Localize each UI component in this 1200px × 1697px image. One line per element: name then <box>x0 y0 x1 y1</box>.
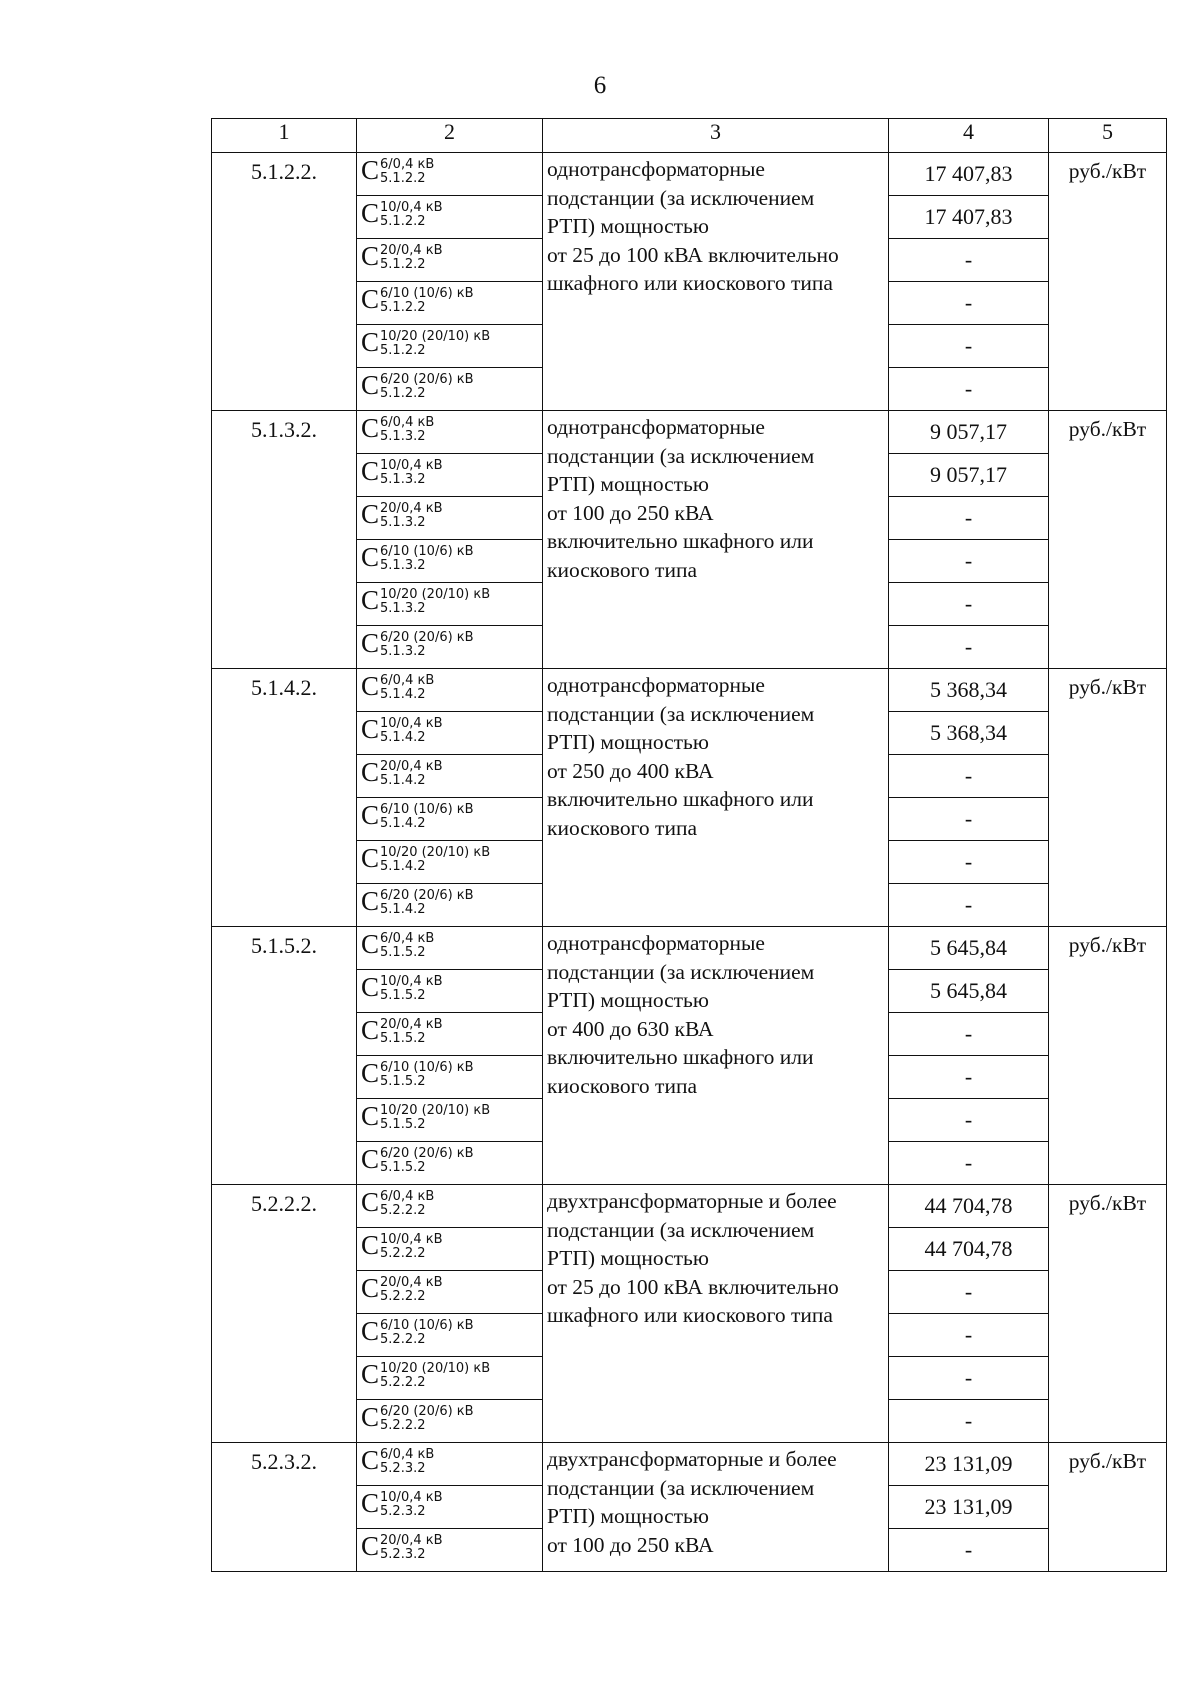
rate-symbol-indices <box>380 1361 490 1390</box>
rate-symbol-cell <box>357 626 543 669</box>
rate-symbol-letter: C <box>361 1015 380 1045</box>
rate-symbol-indices <box>380 673 434 702</box>
rate-value: 5 645,84 <box>889 970 1049 1013</box>
rate-symbol-letter: C <box>361 370 380 400</box>
rate-symbol-letter: C <box>361 155 380 185</box>
description-line: однотрансформаторные <box>547 931 765 955</box>
rate-symbol-letter: C <box>361 1531 380 1561</box>
rate-symbol <box>361 1099 490 1132</box>
rate-symbol-cell <box>357 755 543 798</box>
rate-symbol-letter: C <box>361 628 380 658</box>
rate-symbol-cell <box>357 884 543 927</box>
rate-subscript: 5.1.2.2 <box>380 214 426 229</box>
rate-subscript: 5.1.5.2 <box>380 1117 426 1132</box>
rate-symbol-letter: C <box>361 1445 380 1475</box>
tariff-table <box>211 118 1167 1572</box>
rate-symbol-cell <box>357 927 543 970</box>
voltage-superscript: 20/0,4 кВ <box>380 501 443 516</box>
description-line: подстанции (за исключением <box>547 185 815 210</box>
rate-subscript: 5.2.2.2 <box>380 1375 426 1390</box>
rate-symbol-letter: C <box>361 456 380 486</box>
rate-value: - <box>889 282 1049 325</box>
rate-symbol-indices <box>380 587 490 616</box>
description-line: РТП) мощностью <box>547 730 709 754</box>
column-header: 1 <box>212 119 357 153</box>
rate-symbol-indices <box>380 974 443 1003</box>
column-header: 5 <box>1049 119 1167 153</box>
description-line: подстанции (за исключением <box>547 443 815 468</box>
rate-symbol-letter: C <box>361 1488 380 1518</box>
rate-symbol-cell <box>357 411 543 454</box>
rate-symbol-indices <box>380 157 434 186</box>
description-line: от 250 до 400 кВА <box>547 758 714 783</box>
item-description <box>543 153 889 411</box>
voltage-superscript: 6/0,4 кВ <box>380 157 435 172</box>
rate-symbol-indices <box>380 200 443 229</box>
rate-symbol <box>361 798 474 831</box>
rate-subscript: 5.1.2.2 <box>380 343 426 358</box>
rate-subscript: 5.1.5.2 <box>380 988 426 1003</box>
rate-subscript: 5.1.5.2 <box>380 1074 426 1089</box>
description-line: двухтрансформаторные и более <box>547 1447 837 1471</box>
item-description <box>543 927 889 1185</box>
rate-symbol-cell <box>357 1486 543 1529</box>
voltage-superscript: 6/10 (10/6) кВ <box>380 1060 474 1075</box>
description-line: подстанции (за исключением <box>547 701 815 726</box>
table-row <box>212 1185 1167 1228</box>
rate-value: 5 645,84 <box>889 927 1049 970</box>
rate-symbol-cell <box>357 1443 543 1486</box>
rate-symbol <box>361 1357 490 1390</box>
rate-symbol <box>361 1185 434 1218</box>
voltage-superscript: 10/0,4 кВ <box>380 458 443 473</box>
description-line: от 400 до 630 кВА <box>547 1016 714 1041</box>
item-code: 5.1.2.2. <box>212 153 357 411</box>
rate-symbol-cell <box>357 1185 543 1228</box>
rate-value: - <box>889 1142 1049 1185</box>
rate-symbol-indices <box>380 243 443 272</box>
voltage-superscript: 10/0,4 кВ <box>380 716 443 731</box>
rate-symbol <box>361 1013 443 1046</box>
item-code: 5.2.3.2. <box>212 1443 357 1572</box>
rate-symbol-cell <box>357 325 543 368</box>
rate-symbol-indices <box>380 1103 490 1132</box>
rate-symbol-letter: C <box>361 1230 380 1260</box>
rate-symbol <box>361 1271 443 1304</box>
rate-subscript: 5.1.2.2 <box>380 300 426 315</box>
rate-symbol <box>361 1314 474 1347</box>
voltage-superscript: 6/10 (10/6) кВ <box>380 1318 474 1333</box>
rate-symbol-letter: C <box>361 714 380 744</box>
rate-value: 17 407,83 <box>889 153 1049 196</box>
rate-symbol-letter: C <box>361 843 380 873</box>
rate-value: - <box>889 1400 1049 1443</box>
rate-value: - <box>889 1013 1049 1056</box>
rate-symbol-letter: C <box>361 1187 380 1217</box>
rate-subscript: 5.1.4.2 <box>380 773 426 788</box>
voltage-superscript: 10/20 (20/10) кВ <box>380 587 491 602</box>
rate-subscript: 5.1.4.2 <box>380 730 426 745</box>
voltage-superscript: 20/0,4 кВ <box>380 1017 443 1032</box>
rate-subscript: 5.1.3.2 <box>380 644 426 659</box>
rate-symbol <box>361 454 443 487</box>
rate-symbol <box>361 1228 443 1261</box>
voltage-superscript: 20/0,4 кВ <box>380 243 443 258</box>
rate-value: 44 704,78 <box>889 1228 1049 1271</box>
header-row <box>212 119 1167 153</box>
rate-unit: руб./кВт <box>1049 153 1167 411</box>
rate-symbol <box>361 1142 474 1175</box>
rate-symbol-letter: C <box>361 757 380 787</box>
rate-symbol-cell <box>357 1013 543 1056</box>
voltage-superscript: 10/20 (20/10) кВ <box>380 1361 491 1376</box>
rate-symbol-cell <box>357 454 543 497</box>
voltage-superscript: 6/0,4 кВ <box>380 1189 435 1204</box>
rate-symbol-letter: C <box>361 284 380 314</box>
rate-value: 9 057,17 <box>889 454 1049 497</box>
rate-symbol-indices <box>380 458 443 487</box>
description-line: РТП) мощностью <box>547 1246 709 1270</box>
description-line: от 25 до 100 кВА включительно <box>547 242 839 267</box>
rate-symbol-letter: C <box>361 1058 380 1088</box>
table-row <box>212 153 1167 196</box>
voltage-superscript: 6/20 (20/6) кВ <box>380 630 474 645</box>
rate-value: - <box>889 1271 1049 1314</box>
description-line: однотрансформаторные <box>547 673 765 697</box>
rate-symbol-letter: C <box>361 198 380 228</box>
description-line: включительно шкафного или <box>547 787 814 811</box>
rate-value: - <box>889 1056 1049 1099</box>
description-line: РТП) мощностью <box>547 472 709 496</box>
rate-value: - <box>889 626 1049 669</box>
rate-subscript: 5.2.2.2 <box>380 1203 426 1218</box>
voltage-superscript: 10/0,4 кВ <box>380 974 443 989</box>
voltage-superscript: 6/0,4 кВ <box>380 931 435 946</box>
rate-symbol-indices <box>380 1490 443 1519</box>
rate-symbol <box>361 325 490 358</box>
voltage-superscript: 10/20 (20/10) кВ <box>380 329 491 344</box>
rate-symbol-cell <box>357 497 543 540</box>
rate-value: - <box>889 368 1049 411</box>
rate-symbol-letter: C <box>361 1316 380 1346</box>
rate-symbol-cell <box>357 1271 543 1314</box>
rate-symbol-letter: C <box>361 1101 380 1131</box>
voltage-superscript: 6/10 (10/6) кВ <box>380 544 474 559</box>
voltage-superscript: 6/20 (20/6) кВ <box>380 1146 474 1161</box>
rate-symbol-cell <box>357 712 543 755</box>
rate-value: - <box>889 583 1049 626</box>
rate-value: - <box>889 1099 1049 1142</box>
rate-symbol <box>361 626 474 659</box>
rate-symbol <box>361 970 443 1003</box>
rate-symbol <box>361 497 443 530</box>
rate-symbol-indices <box>380 1189 434 1218</box>
rate-subscript: 5.1.5.2 <box>380 945 426 960</box>
rate-symbol-cell <box>357 1314 543 1357</box>
rate-symbol-indices <box>380 544 474 573</box>
rate-symbol-indices <box>380 1146 474 1175</box>
rate-unit: руб./кВт <box>1049 669 1167 927</box>
rate-unit: руб./кВт <box>1049 1185 1167 1443</box>
rate-subscript: 5.2.2.2 <box>380 1289 426 1304</box>
rate-symbol-letter: C <box>361 585 380 615</box>
rate-symbol <box>361 755 443 788</box>
rate-symbol-indices <box>380 1447 434 1476</box>
rate-value: - <box>889 325 1049 368</box>
rate-value: - <box>889 1357 1049 1400</box>
rate-symbol <box>361 1400 474 1433</box>
voltage-superscript: 20/0,4 кВ <box>380 1533 443 1548</box>
item-description <box>543 1185 889 1443</box>
description-line: включительно шкафного или <box>547 529 814 553</box>
rate-symbol <box>361 282 474 315</box>
rate-unit: руб./кВт <box>1049 927 1167 1185</box>
rate-subscript: 5.1.3.2 <box>380 429 426 444</box>
voltage-superscript: 6/10 (10/6) кВ <box>380 286 474 301</box>
rate-symbol-indices <box>380 1275 443 1304</box>
rate-symbol-cell <box>357 1400 543 1443</box>
voltage-superscript: 6/0,4 кВ <box>380 415 435 430</box>
item-code: 5.1.5.2. <box>212 927 357 1185</box>
rate-symbol <box>361 583 490 616</box>
rate-symbol-letter: C <box>361 1402 380 1432</box>
rate-symbol-letter: C <box>361 886 380 916</box>
rate-symbol-letter: C <box>361 671 380 701</box>
rate-symbol <box>361 153 434 186</box>
rate-symbol-indices <box>380 1017 443 1046</box>
rate-symbol-letter: C <box>361 972 380 1002</box>
page-number: 6 <box>593 72 607 99</box>
item-description <box>543 669 889 927</box>
rate-symbol-indices <box>380 845 490 874</box>
rate-value: - <box>889 755 1049 798</box>
rate-symbol-cell <box>357 583 543 626</box>
voltage-superscript: 10/0,4 кВ <box>380 1490 443 1505</box>
column-header: 2 <box>357 119 543 153</box>
description-line: подстанции (за исключением <box>547 1475 815 1500</box>
rate-value: - <box>889 1529 1049 1572</box>
item-description <box>543 1443 889 1572</box>
rate-subscript: 5.2.3.2 <box>380 1547 426 1562</box>
column-header: 4 <box>889 119 1049 153</box>
rate-value: 17 407,83 <box>889 196 1049 239</box>
description-line: подстанции (за исключением <box>547 1217 815 1242</box>
rate-subscript: 5.1.3.2 <box>380 601 426 616</box>
rate-value: 23 131,09 <box>889 1443 1049 1486</box>
rate-symbol-cell <box>357 1142 543 1185</box>
rate-symbol-cell <box>357 1357 543 1400</box>
description-line: шкафного или киоскового типа <box>547 271 833 295</box>
table-row <box>212 411 1167 454</box>
rate-symbol-letter: C <box>361 499 380 529</box>
rate-subscript: 5.1.4.2 <box>380 816 426 831</box>
rate-value: - <box>889 1314 1049 1357</box>
rate-subscript: 5.2.2.2 <box>380 1246 426 1261</box>
rate-symbol-indices <box>380 759 443 788</box>
rate-symbol-cell <box>357 841 543 884</box>
rate-symbol-indices <box>380 888 474 917</box>
description-line: РТП) мощностью <box>547 1504 709 1528</box>
rate-subscript: 5.1.3.2 <box>380 472 426 487</box>
description-line: от 100 до 250 кВА <box>547 1532 714 1557</box>
description-line: киоскового типа <box>547 557 697 582</box>
voltage-superscript: 6/0,4 кВ <box>380 1447 435 1462</box>
rate-symbol-cell <box>357 196 543 239</box>
rate-symbol <box>361 1443 434 1476</box>
item-code: 5.1.3.2. <box>212 411 357 669</box>
rate-value: - <box>889 497 1049 540</box>
rate-symbol-cell <box>357 153 543 196</box>
column-header: 3 <box>543 119 889 153</box>
rate-symbol-indices <box>380 1060 474 1089</box>
rate-symbol-cell <box>357 798 543 841</box>
description-line: однотрансформаторные <box>547 415 765 439</box>
description-line: РТП) мощностью <box>547 214 709 238</box>
rate-symbol-cell <box>357 669 543 712</box>
rate-symbol-indices <box>380 716 443 745</box>
rate-subscript: 5.1.5.2 <box>380 1031 426 1046</box>
table-row <box>212 1443 1167 1486</box>
rate-symbol <box>361 368 474 401</box>
rate-symbol-indices <box>380 501 443 530</box>
rate-symbol-letter: C <box>361 413 380 443</box>
rate-symbol-cell <box>357 1228 543 1271</box>
description-line: включительно шкафного или <box>547 1045 814 1069</box>
rate-symbol-indices <box>380 1318 474 1347</box>
rate-symbol-indices <box>380 372 474 401</box>
rate-symbol-cell <box>357 540 543 583</box>
rate-symbol-letter: C <box>361 800 380 830</box>
description-line: подстанции (за исключением <box>547 959 815 984</box>
rate-symbol <box>361 884 474 917</box>
rate-subscript: 5.1.4.2 <box>380 687 426 702</box>
rate-symbol-letter: C <box>361 542 380 572</box>
rate-subscript: 5.1.2.2 <box>380 171 426 186</box>
item-description <box>543 411 889 669</box>
rate-symbol-indices <box>380 630 474 659</box>
rate-unit: руб./кВт <box>1049 1443 1167 1572</box>
rate-subscript: 5.2.3.2 <box>380 1461 426 1476</box>
rate-subscript: 5.1.3.2 <box>380 515 426 530</box>
rate-symbol-indices <box>380 286 474 315</box>
rate-subscript: 5.1.3.2 <box>380 558 426 573</box>
voltage-superscript: 20/0,4 кВ <box>380 1275 443 1290</box>
description-line: киоскового типа <box>547 1073 697 1098</box>
rate-subscript: 5.2.2.2 <box>380 1418 426 1433</box>
description-line: однотрансформаторные <box>547 157 765 181</box>
rate-value: 5 368,34 <box>889 669 1049 712</box>
item-code: 5.1.4.2. <box>212 669 357 927</box>
rate-symbol-cell <box>357 1529 543 1572</box>
rate-symbol-cell <box>357 368 543 411</box>
description-line: шкафного или киоскового типа <box>547 1303 833 1327</box>
voltage-superscript: 6/20 (20/6) кВ <box>380 1404 474 1419</box>
voltage-superscript: 10/20 (20/10) кВ <box>380 845 491 860</box>
rate-symbol-letter: C <box>361 1144 380 1174</box>
item-code: 5.2.2.2. <box>212 1185 357 1443</box>
rate-subscript: 5.2.2.2 <box>380 1332 426 1347</box>
rate-value: - <box>889 239 1049 282</box>
description-line: двухтрансформаторные и более <box>547 1189 837 1213</box>
rate-symbol <box>361 540 474 573</box>
rate-subscript: 5.1.2.2 <box>380 386 426 401</box>
rate-symbol-indices <box>380 802 474 831</box>
rate-symbol-letter: C <box>361 929 380 959</box>
rate-symbol <box>361 1056 474 1089</box>
rate-value: - <box>889 798 1049 841</box>
rate-symbol <box>361 411 434 444</box>
rate-symbol-indices <box>380 1232 443 1261</box>
rate-value: 23 131,09 <box>889 1486 1049 1529</box>
rate-subscript: 5.1.4.2 <box>380 902 426 917</box>
voltage-superscript: 20/0,4 кВ <box>380 759 443 774</box>
rate-symbol-letter: C <box>361 1359 380 1389</box>
rate-symbol <box>361 669 434 702</box>
rate-subscript: 5.1.2.2 <box>380 257 426 272</box>
rate-symbol-cell <box>357 1099 543 1142</box>
rate-symbol-cell <box>357 239 543 282</box>
rate-symbol-indices <box>380 329 490 358</box>
rate-symbol <box>361 196 443 229</box>
rate-unit: руб./кВт <box>1049 411 1167 669</box>
rate-symbol <box>361 1529 443 1562</box>
rate-symbol-indices <box>380 415 434 444</box>
rate-symbol-indices <box>380 1533 443 1562</box>
voltage-superscript: 6/20 (20/6) кВ <box>380 372 474 387</box>
rate-symbol-indices <box>380 931 434 960</box>
rate-symbol-letter: C <box>361 241 380 271</box>
rate-symbol-cell <box>357 970 543 1013</box>
voltage-superscript: 6/10 (10/6) кВ <box>380 802 474 817</box>
voltage-superscript: 10/20 (20/10) кВ <box>380 1103 491 1118</box>
rate-symbol <box>361 927 434 960</box>
voltage-superscript: 10/0,4 кВ <box>380 200 443 215</box>
description-line: киоскового типа <box>547 815 697 840</box>
rate-symbol <box>361 239 443 272</box>
voltage-superscript: 10/0,4 кВ <box>380 1232 443 1247</box>
rate-symbol-cell <box>357 282 543 325</box>
rate-symbol-letter: C <box>361 327 380 357</box>
rate-symbol <box>361 841 490 874</box>
voltage-superscript: 6/0,4 кВ <box>380 673 435 688</box>
rate-symbol-cell <box>357 1056 543 1099</box>
rate-value: - <box>889 540 1049 583</box>
rate-value: - <box>889 884 1049 927</box>
table-row <box>212 927 1167 970</box>
rate-value: 9 057,17 <box>889 411 1049 454</box>
voltage-superscript: 6/20 (20/6) кВ <box>380 888 474 903</box>
description-line: от 100 до 250 кВА <box>547 500 714 525</box>
rate-value: - <box>889 841 1049 884</box>
rate-symbol-indices <box>380 1404 474 1433</box>
rate-symbol <box>361 1486 443 1519</box>
rate-value: 44 704,78 <box>889 1185 1049 1228</box>
rate-subscript: 5.1.5.2 <box>380 1160 426 1175</box>
description-line: от 25 до 100 кВА включительно <box>547 1274 839 1299</box>
rate-subscript: 5.2.3.2 <box>380 1504 426 1519</box>
description-line: РТП) мощностью <box>547 988 709 1012</box>
rate-symbol-letter: C <box>361 1273 380 1303</box>
rate-symbol <box>361 712 443 745</box>
rate-subscript: 5.1.4.2 <box>380 859 426 874</box>
table-row <box>212 669 1167 712</box>
rate-value: 5 368,34 <box>889 712 1049 755</box>
